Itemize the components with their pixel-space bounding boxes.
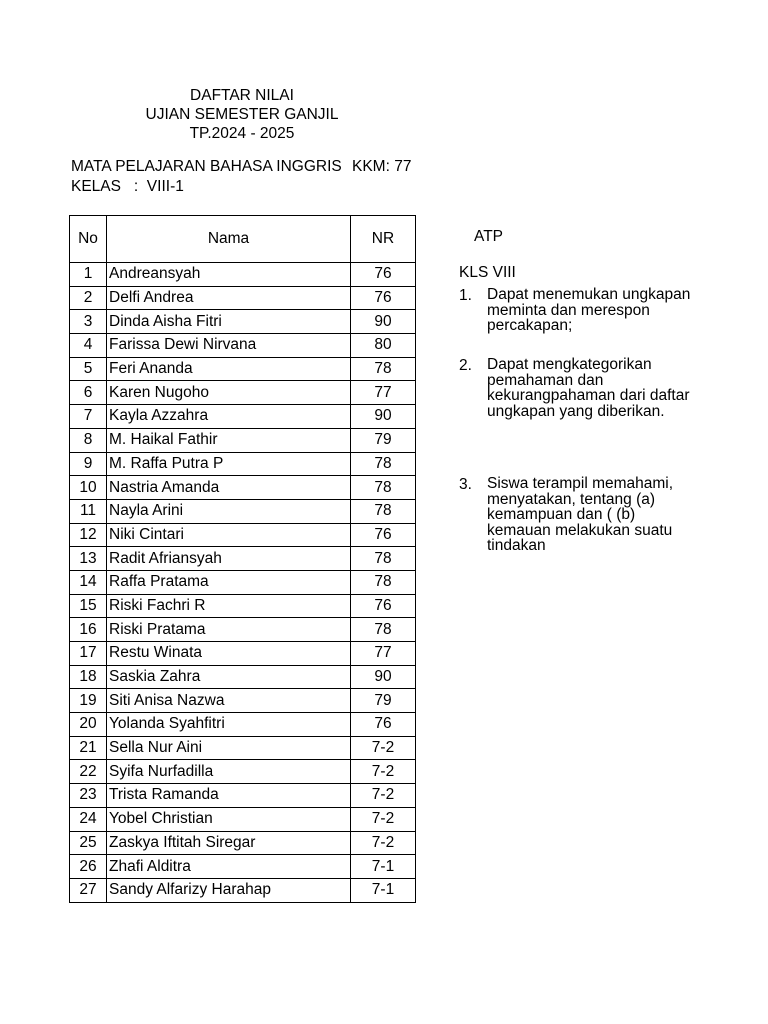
table-row: [70, 736, 416, 760]
table-row: [70, 310, 416, 334]
cell-nama: Restu Winata: [107, 642, 351, 666]
atp-item-number: 2.: [459, 357, 472, 374]
cell-nr: 77: [351, 642, 416, 666]
cell-no: 10: [70, 476, 107, 500]
cell-nr: 76: [351, 263, 416, 287]
cell-nr: 78: [351, 357, 416, 381]
table-row: [70, 570, 416, 594]
cell-nr: 78: [351, 499, 416, 523]
cell-no: 4: [70, 334, 107, 358]
table-row: [70, 405, 416, 429]
cell-nr: 79: [351, 689, 416, 713]
table-row: [70, 357, 416, 381]
table-row: [70, 713, 416, 737]
atp-item-number: 3.: [459, 476, 472, 493]
table-row: [70, 618, 416, 642]
class-label: KELAS : VIII-1: [71, 178, 184, 195]
cell-nama: Raffa Pratama: [107, 570, 351, 594]
atp-item-text: Dapat mengkategorikan pemahaman dan kekurangpahaman dari daftar ungkapan yang diberikan.: [487, 356, 690, 420]
cell-nr: 7-2: [351, 760, 416, 784]
cell-nama: Trista Ramanda: [107, 784, 351, 808]
table-body: [70, 263, 416, 903]
cell-nama: Sella Nur Aini: [107, 736, 351, 760]
header-no: No: [70, 216, 107, 263]
table-row: [70, 452, 416, 476]
table-row: [70, 594, 416, 618]
cell-nama: Karen Nugoho: [107, 381, 351, 405]
cell-nr: 7-1: [351, 878, 416, 902]
cell-nama: Saskia Zahra: [107, 665, 351, 689]
document-title: [0, 86, 484, 143]
cell-nr: 78: [351, 618, 416, 642]
cell-no: 24: [70, 807, 107, 831]
table-row: [70, 831, 416, 855]
cell-nama: Siti Anisa Nazwa: [107, 689, 351, 713]
header-nama: Nama: [107, 216, 351, 263]
cell-nama: M. Raffa Putra P: [107, 452, 351, 476]
cell-nama: Niki Cintari: [107, 523, 351, 547]
cell-nr: 90: [351, 665, 416, 689]
cell-no: 25: [70, 831, 107, 855]
atp-level: KLS VIII: [459, 264, 516, 281]
cell-nr: 7-2: [351, 831, 416, 855]
table-row: [70, 476, 416, 500]
cell-nr: 76: [351, 594, 416, 618]
title-line-1: DAFTAR NILAI: [190, 87, 294, 104]
cell-nama: Riski Fachri R: [107, 594, 351, 618]
subject-label: MATA PELAJARAN BAHASA INGGRIS: [71, 158, 342, 175]
cell-no: 5: [70, 357, 107, 381]
cell-no: 16: [70, 618, 107, 642]
kkm-label: KKM: 77: [352, 158, 412, 175]
cell-nr: 77: [351, 381, 416, 405]
atp-heading: ATP: [474, 228, 503, 245]
cell-nama: Sandy Alfarizy Harahap: [107, 878, 351, 902]
cell-nama: Yobel Christian: [107, 807, 351, 831]
table-row: [70, 760, 416, 784]
title-line-2: UJIAN SEMESTER GANJIL: [145, 106, 339, 123]
atp-item-text: Siswa terampil memahami, menyatakan, tentang (a) kemampuan dan ( (b) kemauan melakukan suatu tindakan: [487, 475, 674, 554]
cell-nr: 7-2: [351, 807, 416, 831]
table-row: [70, 689, 416, 713]
table-row: [70, 523, 416, 547]
cell-nama: Feri Ananda: [107, 357, 351, 381]
table-row: [70, 784, 416, 808]
table-row: [70, 499, 416, 523]
cell-no: 22: [70, 760, 107, 784]
cell-nama: Nayla Arini: [107, 499, 351, 523]
table-row: [70, 665, 416, 689]
cell-no: 8: [70, 428, 107, 452]
cell-nama: Radit Afriansyah: [107, 547, 351, 571]
cell-nr: 7-2: [351, 784, 416, 808]
cell-no: 15: [70, 594, 107, 618]
table-row: [70, 286, 416, 310]
cell-nama: Zaskya Iftitah Siregar: [107, 831, 351, 855]
cell-nr: 78: [351, 476, 416, 500]
table-row: [70, 263, 416, 287]
cell-no: 14: [70, 570, 107, 594]
atp-item-number: 1.: [459, 287, 472, 304]
cell-nama: Nastria Amanda: [107, 476, 351, 500]
cell-no: 1: [70, 263, 107, 287]
cell-nr: 76: [351, 286, 416, 310]
cell-no: 7: [70, 405, 107, 429]
cell-nr: 78: [351, 547, 416, 571]
atp-item-text: Dapat menemukan ungkapan meminta dan merespon percakapan;: [487, 286, 691, 334]
cell-no: 11: [70, 499, 107, 523]
table-header-row: [70, 216, 416, 263]
cell-no: 27: [70, 878, 107, 902]
cell-nr: 7-2: [351, 736, 416, 760]
header-nr: NR: [351, 216, 416, 263]
cell-nr: 78: [351, 452, 416, 476]
cell-no: 6: [70, 381, 107, 405]
grades-table: [69, 215, 416, 903]
cell-nama: Syifa Nurfadilla: [107, 760, 351, 784]
title-line-3: TP.2024 - 2025: [189, 125, 295, 142]
table-row: [70, 334, 416, 358]
table-row: [70, 381, 416, 405]
table-row: [70, 855, 416, 879]
cell-nama: Kayla Azzahra: [107, 405, 351, 429]
cell-no: 12: [70, 523, 107, 547]
cell-nama: Yolanda Syahfitri: [107, 713, 351, 737]
cell-nr: 78: [351, 570, 416, 594]
cell-nr: 90: [351, 310, 416, 334]
cell-no: 13: [70, 547, 107, 571]
cell-no: 3: [70, 310, 107, 334]
table-row: [70, 428, 416, 452]
cell-nr: 80: [351, 334, 416, 358]
cell-nr: 79: [351, 428, 416, 452]
cell-nama: Dinda Aisha Fitri: [107, 310, 351, 334]
cell-no: 2: [70, 286, 107, 310]
cell-no: 20: [70, 713, 107, 737]
cell-nr: 76: [351, 713, 416, 737]
cell-nama: Riski Pratama: [107, 618, 351, 642]
cell-nr: 7-1: [351, 855, 416, 879]
cell-nama: Delfi Andrea: [107, 286, 351, 310]
table-row: [70, 642, 416, 666]
cell-nama: Andreansyah: [107, 263, 351, 287]
table-row: [70, 878, 416, 902]
cell-no: 21: [70, 736, 107, 760]
cell-no: 9: [70, 452, 107, 476]
table-row: [70, 807, 416, 831]
cell-nama: M. Haikal Fathir: [107, 428, 351, 452]
cell-no: 19: [70, 689, 107, 713]
cell-nr: 90: [351, 405, 416, 429]
table-row: [70, 547, 416, 571]
cell-nama: Zhafi Alditra: [107, 855, 351, 879]
cell-no: 23: [70, 784, 107, 808]
cell-nr: 76: [351, 523, 416, 547]
cell-nama: Farissa Dewi Nirvana: [107, 334, 351, 358]
cell-no: 17: [70, 642, 107, 666]
cell-no: 18: [70, 665, 107, 689]
cell-no: 26: [70, 855, 107, 879]
